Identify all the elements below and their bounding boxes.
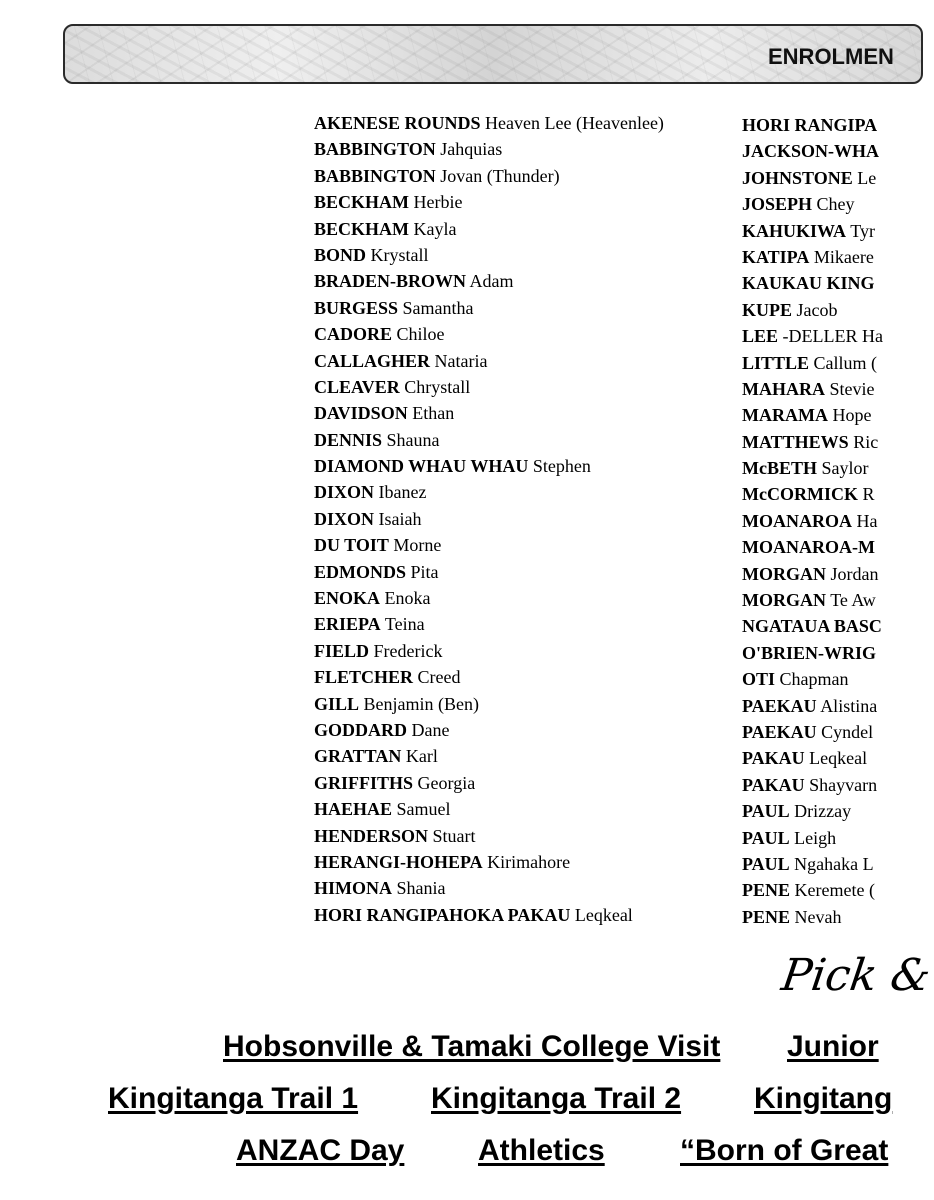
student-given-name: Kayla [413, 218, 457, 239]
enrolment-entry [742, 138, 883, 164]
student-surname: NGATAUA BASC [742, 616, 882, 637]
enrolment-entry [314, 875, 664, 901]
student-given-name: Nevah [794, 906, 842, 927]
student-surname: PAEKAU [742, 695, 817, 716]
enrolment-entry [314, 189, 664, 215]
student-given-name: Creed [417, 667, 461, 688]
student-surname: HORI RANGIPAHOKA PAKAU [314, 904, 571, 925]
pick-heading: Pick & [778, 950, 934, 1001]
enrolment-entry [742, 561, 883, 587]
student-given-name: Chapman [779, 669, 849, 690]
enrolment-entry [314, 717, 664, 743]
student-given-name: Callum ( [813, 352, 878, 373]
student-surname: MOANAROA-M [742, 537, 875, 558]
enrolment-entry [742, 877, 883, 903]
enrolment-entry [742, 429, 883, 455]
student-surname: GODDARD [314, 719, 407, 740]
student-surname: MOANAROA [742, 510, 852, 531]
student-given-name: Teina [384, 614, 425, 635]
student-surname: CALLAGHER [314, 350, 431, 371]
banner-title: ENROLMEN [768, 44, 894, 69]
enrolment-entry [314, 585, 664, 611]
student-given-name: Ngahaka L [794, 853, 874, 874]
student-surname: CADORE [314, 324, 393, 345]
hobsonville-tamaki-visit-link[interactable]: Hobsonville & Tamaki College Visit [223, 1030, 721, 1063]
student-given-name: Keremete ( [794, 880, 875, 901]
student-given-name: Benjamin (Ben) [363, 693, 480, 714]
enrolment-entry [314, 479, 664, 505]
kingitanga-trail-3-link[interactable]: Kingitang [754, 1082, 893, 1115]
enrolment-entry [742, 745, 883, 771]
enrolment-entry [314, 427, 664, 453]
enrolment-entry [742, 244, 883, 270]
enrolment-entry [742, 613, 883, 639]
student-given-name: Adam [469, 271, 514, 292]
student-given-name: Ethan [412, 403, 455, 424]
anzac-day-link[interactable]: ANZAC Day [236, 1134, 405, 1167]
student-surname: LITTLE [742, 352, 810, 373]
student-surname: ERIEPA [314, 614, 381, 635]
student-given-name: Herbie [413, 192, 463, 213]
student-surname: DAVIDSON [314, 403, 408, 424]
student-given-name: Shauna [386, 429, 440, 450]
student-given-name: Alistina [820, 695, 878, 716]
student-given-name: Samantha [402, 297, 474, 318]
enrolment-entry [742, 534, 883, 560]
student-given-name: Isaiah [378, 508, 422, 529]
student-surname: BRADEN-BROWN [314, 271, 467, 292]
enrolment-entry [314, 849, 664, 875]
student-surname: MORGAN [742, 563, 826, 584]
student-surname: DIAMOND WHAU WHAU [314, 456, 529, 477]
enrolment-entry [314, 216, 664, 242]
enrolment-entry [742, 376, 883, 402]
student-given-name: Shayvarn [809, 774, 878, 795]
kingitanga-trail-2-link[interactable]: Kingitanga Trail 2 [431, 1082, 682, 1115]
student-surname: HENDERSON [314, 825, 429, 846]
enrolment-entry [314, 664, 664, 690]
enrolment-entry [314, 348, 664, 374]
student-given-name: Mikaere [813, 246, 874, 267]
student-surname: GILL [314, 693, 360, 714]
enrolment-entry [742, 191, 883, 217]
student-surname: DIXON [314, 508, 375, 529]
enrolment-entry [742, 825, 883, 851]
student-surname: FIELD [314, 640, 370, 661]
enrolment-entry [314, 453, 664, 479]
student-surname: HORI RANGIPA [742, 115, 878, 135]
student-given-name: Stevie [829, 378, 875, 399]
student-given-name: Chrystall [404, 376, 471, 397]
student-given-name: Heaven Lee (Heavenlee) [485, 113, 664, 133]
student-given-name: R [862, 484, 875, 505]
student-given-name: Jovan (Thunder) [440, 165, 560, 186]
student-given-name: Morne [393, 535, 442, 556]
student-given-name: Leqkeal [809, 748, 868, 769]
student-surname: PAUL [742, 827, 790, 848]
junior-link[interactable]: Junior [787, 1030, 879, 1063]
student-surname: BOND [314, 244, 367, 265]
enrolment-entry [742, 508, 883, 534]
student-surname: DIXON [314, 482, 375, 503]
student-surname: JACKSON-WHA [742, 141, 880, 162]
athletics-link[interactable]: Athletics [478, 1134, 605, 1167]
student-surname: KATIPA [742, 246, 810, 267]
enrolment-entry [314, 743, 664, 769]
student-given-name: Karl [405, 746, 438, 767]
student-given-name: Ric [853, 431, 879, 452]
student-surname: PAUL [742, 801, 790, 822]
enrolment-entry [314, 242, 664, 268]
student-surname: HAEHAE [314, 799, 393, 820]
student-surname: OTI [742, 669, 776, 690]
student-given-name: Pita [410, 561, 439, 582]
enrolment-entry [314, 823, 664, 849]
student-surname: PENE [742, 906, 791, 927]
student-given-name: Jacob [796, 299, 838, 320]
student-surname: HIMONA [314, 878, 392, 899]
student-surname: MATTHEWS [742, 431, 849, 452]
student-given-name: Frederick [373, 640, 443, 661]
student-given-name: Enoka [384, 588, 431, 609]
student-surname: PAEKAU [742, 721, 817, 742]
student-surname: McCORMICK [742, 484, 858, 505]
enrolment-entry [314, 770, 664, 796]
enrolment-entry [314, 532, 664, 558]
student-surname: FLETCHER [314, 667, 414, 688]
enrolment-entry [742, 719, 883, 745]
enrolment-entry [742, 640, 883, 666]
enrolment-entry [742, 218, 883, 244]
enrolment-entry [314, 268, 664, 294]
student-surname: BURGESS [314, 297, 399, 318]
student-surname: EDMONDS [314, 561, 407, 582]
enrolment-entry [742, 112, 883, 138]
student-given-name: Stuart [432, 825, 476, 846]
enrolment-entry [742, 165, 883, 191]
enrolment-entry [742, 587, 883, 613]
student-given-name: Kirimahore [487, 851, 571, 872]
student-given-name: Georgia [417, 772, 476, 793]
student-surname: BABBINGTON [314, 139, 436, 160]
student-given-name: Jahquias [440, 139, 503, 160]
student-given-name: Chey [816, 194, 855, 215]
student-surname: CLEAVER [314, 376, 400, 397]
enrolment-entry [314, 163, 664, 189]
student-surname: PENE [742, 880, 791, 901]
student-surname: PAKAU [742, 774, 805, 795]
enrolment-entry [314, 110, 664, 136]
enrolment-entry [314, 374, 664, 400]
born-of-greatness-link[interactable]: “Born of Great [680, 1134, 889, 1167]
student-given-name: -DELLER Ha [782, 326, 883, 347]
student-given-name: Nataria [434, 350, 488, 371]
student-given-name: Ha [856, 510, 878, 531]
student-surname: BECKHAM [314, 192, 410, 213]
student-surname: PAKAU [742, 748, 805, 769]
student-surname: McBETH [742, 458, 817, 479]
enrolment-entry [314, 559, 664, 585]
student-surname: PAUL [742, 853, 790, 874]
student-given-name: Stephen [532, 456, 591, 477]
enrolment-entry [742, 323, 883, 349]
student-given-name: Dane [411, 719, 450, 740]
student-surname: MAHARA [742, 378, 825, 399]
enrolment-entry [742, 904, 883, 930]
enrolment-entry [742, 798, 883, 824]
student-given-name: Te Aw [830, 590, 876, 611]
enrolment-entry [314, 638, 664, 664]
enrolment-entry [742, 402, 883, 428]
student-surname: LEE [742, 326, 779, 347]
enrolment-entry [742, 297, 883, 323]
enrolment-entry [742, 666, 883, 692]
student-surname: GRIFFITHS [314, 772, 414, 793]
enrolment-entry [742, 350, 883, 376]
student-given-name: Drizzay [794, 801, 852, 822]
enrolment-entry [314, 400, 664, 426]
student-given-name: Leqkeal [574, 904, 633, 925]
student-given-name: Jordan [830, 563, 879, 584]
student-surname: HERANGI-HOHEPA [314, 851, 483, 872]
student-given-name: Tyr [850, 220, 875, 241]
enrolment-list-left [314, 110, 664, 928]
enrolment-entry [742, 455, 883, 481]
student-surname: DENNIS [314, 429, 383, 450]
student-given-name: Leigh [794, 827, 837, 848]
enrolment-entry [314, 611, 664, 637]
student-surname: KAUKAU KING [742, 273, 875, 294]
enrolment-entry [314, 136, 664, 162]
student-surname: MARAMA [742, 405, 828, 426]
enrolment-entry [314, 796, 664, 822]
enrolment-entry [742, 851, 883, 877]
enrolment-entry [314, 295, 664, 321]
student-surname: JOHNSTONE [742, 167, 853, 188]
enrolment-entry [742, 270, 883, 296]
enrolment-banner [63, 24, 923, 84]
student-surname: GRATTAN [314, 746, 402, 767]
student-given-name: Shania [396, 878, 446, 899]
enrolment-entry [742, 772, 883, 798]
student-surname: KUPE [742, 299, 793, 320]
student-given-name: Saylor [821, 458, 869, 479]
student-given-name: Krystall [370, 244, 429, 265]
student-given-name: Ibanez [378, 482, 427, 503]
student-surname: MORGAN [742, 590, 826, 611]
student-given-name: Le [857, 167, 877, 188]
kingitanga-trail-1-link[interactable]: Kingitanga Trail 1 [108, 1082, 359, 1115]
student-surname: ENOKA [314, 588, 381, 609]
student-surname: JOSEPH [742, 194, 813, 215]
enrolment-entry [314, 321, 664, 347]
student-surname: BECKHAM [314, 218, 410, 239]
student-given-name: Samuel [396, 799, 451, 820]
enrolment-entry [742, 481, 883, 507]
enrolment-entry [314, 506, 664, 532]
student-surname: O'BRIEN-WRIG [742, 642, 877, 663]
student-given-name: Hope [832, 405, 872, 426]
student-surname: BABBINGTON [314, 165, 436, 186]
student-given-name: Chiloe [396, 324, 445, 345]
enrolment-entry [314, 902, 664, 928]
student-surname: DU TOIT [314, 535, 389, 556]
student-given-name: Cyndel [821, 721, 874, 742]
student-surname: KAHUKIWA [742, 220, 847, 241]
enrolment-list-right [742, 112, 883, 930]
enrolment-entry [314, 691, 664, 717]
student-surname: AKENESE ROUNDS [314, 113, 481, 133]
enrolment-entry [742, 693, 883, 719]
